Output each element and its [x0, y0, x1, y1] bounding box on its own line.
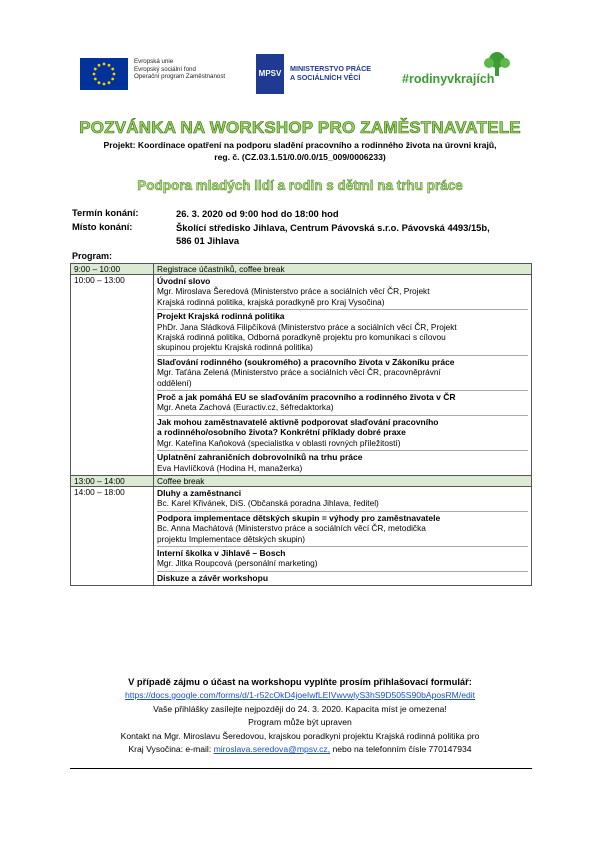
program-item — [157, 451, 528, 475]
item-heading: Slaďování rodinného (soukromého) a pracovního života v Zákoníku práce — [157, 356, 455, 367]
time-cell: 9:00 – 10:00 — [71, 264, 154, 275]
item-heading: Jak mohou zaměstnavatelé aktivně podporovat slaďování pracovního — [157, 416, 439, 427]
table-row — [71, 486, 532, 585]
contact-line-2 — [0, 744, 600, 755]
logo-bar — [0, 50, 600, 98]
program-item — [157, 275, 528, 310]
change-note: Program může být upraven — [248, 717, 352, 727]
eu-line: Evropská unie — [134, 58, 174, 65]
program-label: Program: — [72, 251, 113, 261]
time-cell: 14:00 – 18:00 — [71, 486, 154, 585]
table-row — [71, 475, 532, 486]
program-item — [157, 356, 528, 391]
program-item — [157, 512, 528, 547]
item-heading: Projekt Krajská rodinná politika — [157, 311, 285, 322]
place-line: 586 01 Jihlava — [176, 235, 240, 246]
eu-flag-icon — [80, 58, 128, 90]
mpsv-box-text: MPSV — [258, 69, 282, 78]
mpsv-line: A SOCIÁLNÍCH VĚCÍ — [290, 73, 361, 82]
date-value: 26. 3. 2020 od 9:00 hod do 18:00 hod — [176, 208, 339, 219]
mpsv-text — [290, 64, 371, 82]
project-reg: reg. č. (CZ.03.1.51/0.0/0.0/15_009/0006233) — [214, 151, 386, 162]
item-heading: Interní školka v Jihlavě – Bosch — [157, 547, 286, 558]
page-title: POZVÁNKA NA WORKSHOP PRO ZAMĚSTNAVATELE — [79, 118, 521, 137]
activity-cell — [154, 275, 532, 476]
item-detail: Mgr. Kateřina Kaňoková (specialistka v oblasti rovných příležitostí) — [157, 437, 401, 448]
program-table — [70, 263, 532, 586]
item-detail: skupinou projektu Krajská rodinná politika) — [157, 342, 313, 353]
contact-line: Kontakt na Mgr. Miroslavu Šeredovou, krajskou poradkyni projektu Krajská rodinná politika pro — [120, 731, 480, 741]
email-link[interactable]: miroslava.seredova@mpsv.cz, — [213, 744, 331, 754]
item-detail: Mgr. Miroslava Šeredová (Ministerstvo práce a sociálních věcí ČR, Projekt — [157, 286, 430, 297]
program-item — [157, 547, 528, 572]
time-cell: 10:00 – 13:00 — [71, 275, 154, 476]
contact-phone: nebo na telefonním čísle 770147934 — [330, 744, 472, 754]
invite-text: V případě zájmu o účast na workshopu vyplňte prosím přihlašovací formulář: — [128, 676, 472, 687]
tree-icon — [478, 50, 518, 78]
mpsv-line: MINISTERSTVO PRÁCE — [290, 64, 372, 73]
item-detail: oddělení) — [157, 377, 192, 388]
eu-stars-icon — [80, 58, 128, 90]
item-detail: projektu Implementace dětských skupin) — [157, 533, 306, 544]
form-link-row — [0, 690, 600, 701]
activity-cell — [154, 486, 532, 585]
rodiny-hashtag: #rodinyvkrajích — [402, 72, 495, 86]
item-heading: Úvodní slovo — [157, 276, 211, 286]
program-item — [157, 391, 528, 416]
form-link[interactable]: https://docs.google.com/forms/d/1-r52cOkD4joeIwfLEIVwvwlyS3hS9D505S90bAposRM/edit — [124, 690, 476, 700]
date-label: Termín konání: — [72, 207, 139, 218]
table-row — [71, 264, 532, 275]
item-detail: Mgr. Jitka Roupcová (personální marketing) — [157, 558, 318, 569]
item-detail: Krajská rodinná politika, Odborná poradkyně projektu pro komunikaci s cílovou — [157, 332, 446, 343]
item-detail: PhDr. Jana Sládková Filipčíková (Ministerstvo práce a sociálních věcí ČR, Projekt — [157, 321, 457, 332]
place-value — [176, 221, 536, 247]
activity-cell: Coffee break — [154, 475, 532, 486]
place-line: Školící středisko Jihlava, Centrum Pávovská s.r.o. Pávovská 4493/15b, — [176, 222, 490, 233]
eu-text — [134, 58, 225, 81]
mpsv-logo-icon — [256, 54, 284, 94]
subtitle: Podpora mladých lidí a rodin s dětmi na trhu práce — [137, 178, 463, 193]
program-item — [157, 416, 528, 451]
item-detail: Bc. Anna Machátová (Ministerstvo práce a sociálních věcí ČR, metodička — [157, 523, 426, 534]
program-item — [157, 572, 528, 585]
item-heading: Dluhy a zaměstnanci — [157, 487, 242, 498]
item-detail: Mgr. Aneta Zachová (Euractiv.cz, šéfredaktorka) — [157, 402, 334, 413]
eu-line: Operační program Zaměstnanost — [134, 73, 226, 81]
footer-divider — [70, 768, 532, 769]
item-detail: Bc. Karel Křivánek, DiS. (Občanská poradna Jihlava, ředitel) — [157, 498, 379, 509]
item-heading: Proč a jak pomáhá EU se slaďováním pracovního a rodinného života v ČR — [157, 392, 456, 403]
table-row — [71, 275, 532, 476]
project-info — [70, 140, 530, 163]
item-detail: Mgr. Taťána Zelená (Ministerstvo práce a sociálních věcí ČR, pracovněprávní — [157, 367, 441, 378]
program-item — [157, 310, 528, 356]
eu-line: Evropský sociální fond — [134, 65, 196, 73]
item-detail: Eva Havlíčková (Hodina H, manažerka) — [157, 462, 303, 473]
activity-cell: Registrace účastníků, coffee break — [154, 264, 532, 275]
deadline-text: Vaše přihlášky zasílejte nejpozději do 24. 3. 2020. Kapacita míst je omezena! — [153, 704, 447, 714]
project-line: Projekt: Koordinace opatření na podporu sladění pracovního a rodinného života na úrovni krajů, — [103, 140, 497, 150]
item-heading: Uplatnění zahraničních dobrovolníků na trhu práce — [157, 452, 363, 463]
place-label: Místo konání: — [72, 221, 133, 232]
contact-prefix: Kraj Vysočina: e-mail: — [128, 744, 214, 754]
time-cell: 13:00 – 14:00 — [71, 475, 154, 486]
item-heading: a rodinného/osobního života? Konkrétní příklady dobré praxe — [157, 427, 406, 438]
item-detail: Krajská rodinná politika, krajská poradkyně pro Kraj Vysočina) — [157, 296, 385, 307]
item-heading: Podpora implementace dětských skupin = výhody pro zaměstnavatele — [157, 512, 441, 523]
item-heading: Diskuze a závěr workshopu — [157, 572, 269, 583]
program-item — [157, 487, 528, 512]
